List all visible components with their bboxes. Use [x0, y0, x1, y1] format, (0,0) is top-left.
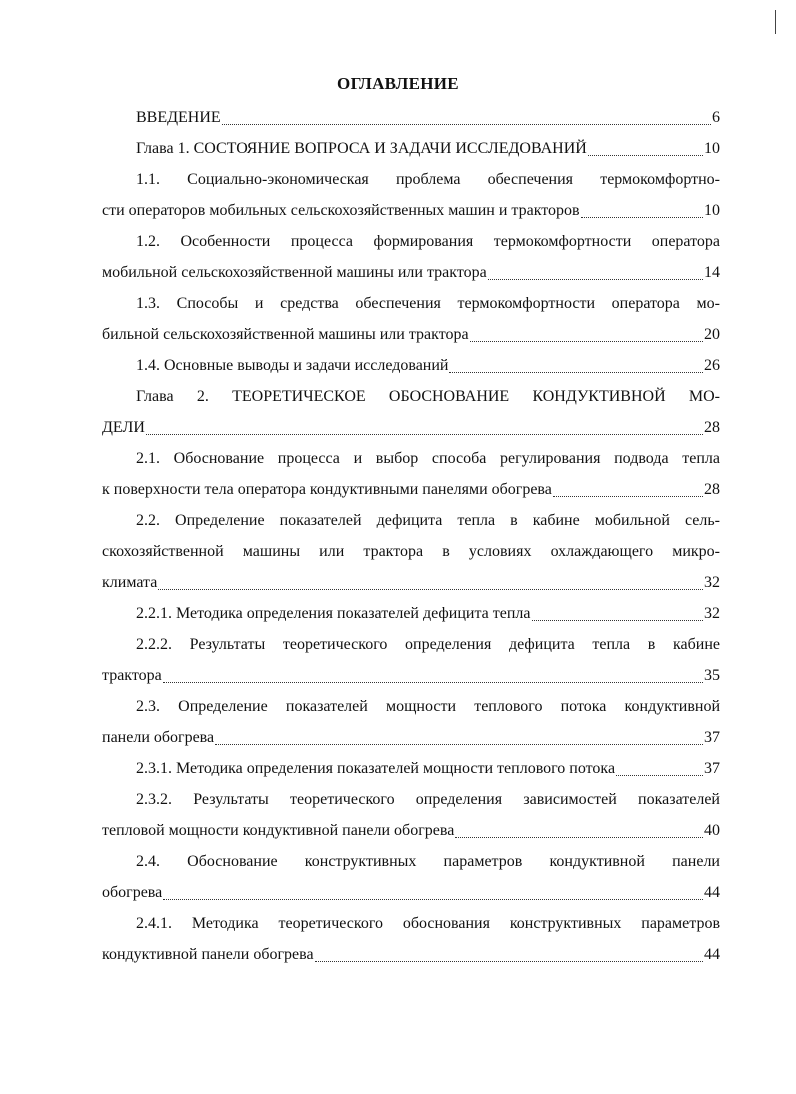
toc-entry-text: кондуктивной панели обогрева [102, 946, 314, 963]
leader-dots [553, 496, 703, 497]
toc-entry-text: мобильной сельскохозяйственной машины или трактора [102, 264, 487, 281]
leader-dots [488, 279, 703, 280]
toc-entry-2-3-1[interactable] [102, 753, 720, 784]
toc-entry-1-3-line-2[interactable] [102, 319, 720, 350]
toc-entry-2-4-1-line-2[interactable] [102, 939, 720, 970]
toc-entry-text: 2.2.1. Методика определения показателей дефицита тепла [136, 605, 531, 622]
toc-entry-chapter-1[interactable] [102, 133, 720, 164]
toc-page-number: 44 [704, 946, 720, 963]
leader-dots [163, 899, 703, 900]
toc-page-number: 10 [704, 202, 720, 219]
toc-page-number: 28 [704, 419, 720, 436]
table-of-contents [102, 102, 720, 970]
leader-dots [455, 837, 703, 838]
toc-entry-text: обогрева [102, 884, 163, 901]
leader-dots [163, 682, 703, 683]
leader-dots [616, 775, 703, 776]
toc-entry-1-1-line-2[interactable] [102, 195, 720, 226]
toc-entry-text: 1.4. Основные выводы и задачи исследований [136, 357, 449, 374]
leader-dots [215, 744, 703, 745]
toc-entry-2-2-line-1[interactable]: 2.2. Определение показателей дефицита тепла в кабине мобильной сель- [136, 512, 720, 529]
toc-page-number: 37 [704, 760, 720, 777]
toc-page-number: 14 [704, 264, 720, 281]
toc-entry-text: климата [102, 574, 158, 591]
toc-entry-2-1-line-1[interactable]: 2.1. Обоснование процесса и выбор способа регулирования подвода тепла [136, 450, 720, 467]
toc-entry-2-4-1-line-1[interactable]: 2.4.1. Методика теоретического обоснования конструктивных параметров [136, 915, 720, 932]
toc-page-number: 26 [704, 357, 720, 374]
toc-page-number: 28 [704, 481, 720, 498]
toc-page-number: 40 [704, 822, 720, 839]
toc-entry-1-1-line-1[interactable]: 1.1. Социально-экономическая проблема обеспечения термокомфортно- [136, 171, 720, 188]
toc-entry-2-2-2-line-1[interactable]: 2.2.2. Результаты теоретического определения дефицита тепла в кабине [136, 636, 720, 653]
leader-dots [588, 155, 703, 156]
toc-entry-chapter-2-line-2[interactable] [102, 412, 720, 443]
toc-entry-2-2-2-line-2[interactable] [102, 660, 720, 691]
toc-entry-introduction[interactable] [102, 102, 720, 133]
toc-entry-2-2-line-2[interactable]: скохозяйственной машины или трактора в условиях охлаждающего микро- [102, 543, 720, 560]
toc-entry-1-2-line-1[interactable]: 1.2. Особенности процесса формирования термокомфортности оператора [136, 233, 720, 250]
toc-page-number: 44 [704, 884, 720, 901]
toc-entry-2-2-1[interactable] [102, 598, 720, 629]
toc-page-number: 32 [704, 605, 720, 622]
page-title: ОГЛАВЛЕНИЕ [337, 74, 459, 93]
toc-entry-text: 2.3.1. Методика определения показателей мощности теплового потока [136, 760, 616, 777]
toc-entry-text: сти операторов мобильных сельскохозяйственных машин и тракторов [102, 202, 580, 219]
toc-page-number: 10 [704, 140, 720, 157]
toc-entry-2-4-line-2[interactable] [102, 877, 720, 908]
leader-dots [449, 372, 703, 373]
toc-entry-1-2-line-2[interactable] [102, 257, 720, 288]
toc-page-number: 37 [704, 729, 720, 746]
toc-entry-text: бильной сельскохозяйственной машины или трактора [102, 326, 469, 343]
toc-page-number: 32 [704, 574, 720, 591]
toc-entry-text: Глава 1. СОСТОЯНИЕ ВОПРОСА И ЗАДАЧИ ИССЛЕДОВАНИЙ [136, 140, 587, 157]
leader-dots [470, 341, 703, 342]
toc-entry-2-2-line-3[interactable] [102, 567, 720, 598]
leader-dots [222, 124, 711, 125]
toc-entry-text: ДЕЛИ [102, 419, 145, 436]
leader-dots [158, 589, 703, 590]
toc-entry-text: тепловой мощности кондуктивной панели обогрева [102, 822, 455, 839]
toc-page-number: 20 [704, 326, 720, 343]
leader-dots [315, 961, 703, 962]
toc-entry-2-1-line-2[interactable] [102, 474, 720, 505]
leader-dots [532, 620, 703, 621]
toc-entry-1-3-line-1[interactable]: 1.3. Способы и средства обеспечения термокомфортности оператора мо- [136, 295, 720, 312]
margin-mark [775, 10, 776, 34]
toc-entry-2-3-line-2[interactable] [102, 722, 720, 753]
toc-page-number: 35 [704, 667, 720, 684]
toc-entry-text: трактора [102, 667, 162, 684]
toc-entry-text: панели обогрева [102, 729, 215, 746]
toc-entry-2-3-2-line-2[interactable] [102, 815, 720, 846]
toc-entry-chapter-2-line-1[interactable]: Глава 2. ТЕОРЕТИЧЕСКОЕ ОБОСНОВАНИЕ КОНДУКТИВНОЙ МО- [136, 388, 720, 405]
leader-dots [581, 217, 703, 218]
toc-entry-text: ВВЕДЕНИЕ [136, 109, 221, 126]
toc-entry-2-3-line-1[interactable]: 2.3. Определение показателей мощности теплового потока кондуктивной [136, 698, 720, 715]
toc-entry-2-4-line-1[interactable]: 2.4. Обоснование конструктивных параметров кондуктивной панели [136, 853, 720, 870]
toc-entry-2-3-2-line-1[interactable]: 2.3.2. Результаты теоретического определения зависимостей показателей [136, 791, 720, 808]
toc-entry-1-4[interactable] [102, 350, 720, 381]
leader-dots [146, 434, 703, 435]
toc-entry-text: к поверхности тела оператора кондуктивными панелями обогрева [102, 481, 552, 498]
toc-page-number: 6 [712, 109, 720, 126]
